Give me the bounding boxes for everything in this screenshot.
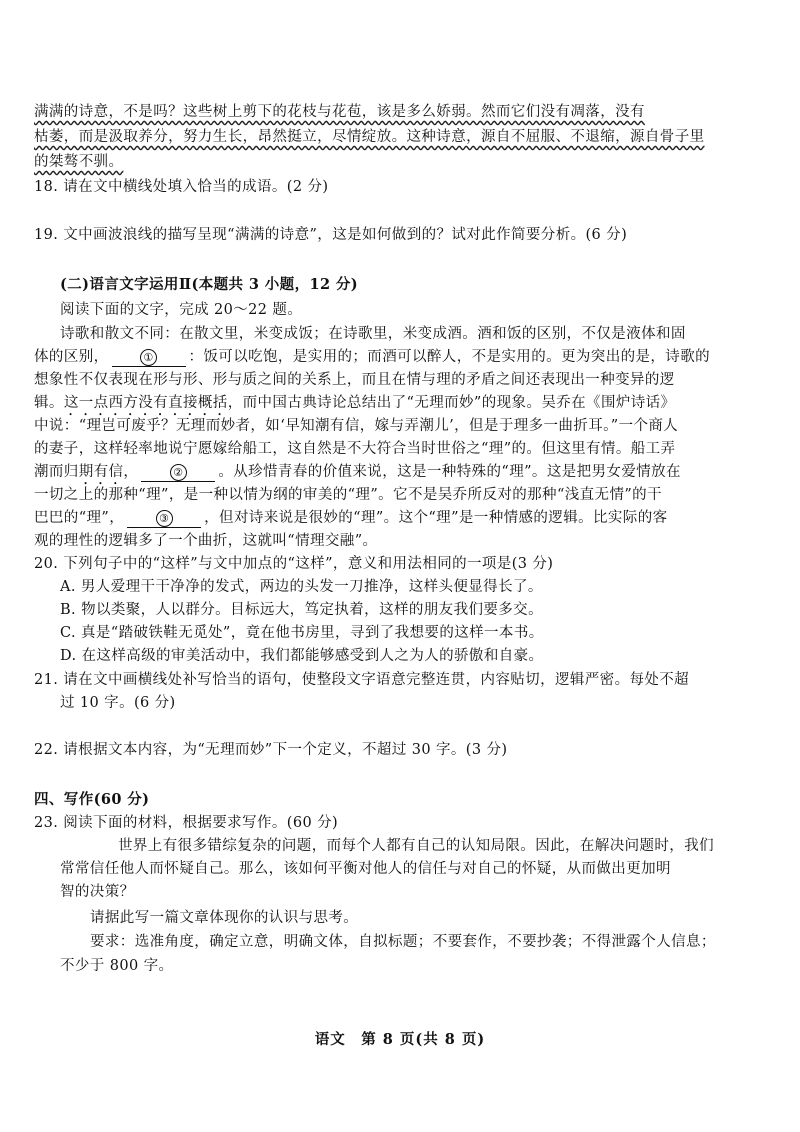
option-a: A. 男人爱理干干净净的发式，两边的头发一刀推净，这样头便显得长了。: [60, 579, 543, 595]
passage-text: ，而中国古典诗论总结出了“无理而妙”的现象。吴乔在《围炉诗话》: [227, 395, 676, 411]
passage-text: ，但对诗来说是很妙的“理”。这个“理”是一种情感的逻辑。比实际的客: [204, 510, 668, 526]
blank-1: [112, 348, 186, 367]
question-20: 20. 下列句子中的“这样”与文中加点的“这样”，意义和用法相同的一项是(3 分): [34, 556, 554, 572]
question-21: 21. 请在文中画横线处补写恰当的语句，使整段文字语意完整连贯，内容贴切，逻辑严密。每处不超: [34, 672, 690, 688]
passage-text: 潮而归: [34, 464, 79, 480]
material-line-1: 世界上有很多错综复杂的问题，而每个人都有自己的认知局限。因此，在解决问题时，我们: [118, 838, 714, 854]
option-c: C. 真是“踏破铁鞋无觅处”，竟在他书房里，寻到了我想要的这样一本书。: [60, 625, 544, 641]
question-23: 23. 阅读下面的材料，根据要求写作。(60 分): [34, 815, 339, 831]
option-d: D. 在这样高级的审美活动中，我们都能够感受到人之为人的骄傲和自豪。: [60, 648, 544, 664]
question-21-cont: 过 10 字。(6 分): [60, 695, 176, 711]
intro-line-2: [34, 126, 705, 148]
passage-line-8: 一切之上的那种“理”，是一种以情为纲的审美的“理”。它不是吴乔所反对的那种“浅直无情”的干: [34, 487, 662, 503]
section-4-title: 四、写作(60 分): [34, 791, 150, 808]
option-b: B. 物以类聚，人以群分。目标远大，笃定执着，这样的朋友我们要多交。: [60, 602, 543, 618]
requirements-line-1: 要求：选准角度，确定立意，明确文体，自拟标题；不要套作，不要抄袭；不得泄露个人信息；: [90, 934, 716, 950]
wavy-text: 枯萎，而是汲取养分，努力生长，昂然挺立，尽情绽放。这种诗意，源自不屈服、不退缩，源自骨子里: [34, 129, 705, 145]
wavy-text: 的桀骜不驯。: [34, 154, 124, 170]
section-2-title: (二)语言文字运用Ⅱ(本题共 3 小题，12 分): [60, 276, 359, 293]
passage-line-9: [34, 507, 668, 529]
blank-number: ③: [156, 510, 173, 527]
wavy-text: 满满的诗意，不是吗？这些树上剪下的花枝与花苞，该是多么娇弱。然而它们没有凋落，没有: [34, 104, 645, 120]
passage-text: 巴巴的“理”，: [34, 510, 125, 526]
passage-line-2: [34, 346, 710, 368]
emphasized-text: 这一点西方没有直接概括: [63, 395, 228, 411]
page-footer: 语文 第 8 页(共 8 页): [314, 1031, 486, 1048]
intro-line-1: [34, 101, 645, 123]
material-line-2: 常常信任他人而怀疑自己。那么，该如何平衡对他人的信任与对自己的怀疑，从而做出更加明: [60, 861, 671, 877]
intro-line-3: [34, 151, 123, 173]
passage-text: ：饭可以吃饱，是实用的；而酒可以醉人，不是实用的。更为突出的是，诗歌的: [188, 349, 710, 365]
blank-number: ①: [140, 349, 157, 366]
blank-2: [141, 463, 215, 482]
passage-text: 辑。: [34, 395, 64, 411]
material-line-3: 智的决策？: [60, 884, 135, 900]
passage-line-1: 诗歌和散文不同：在散文里，米变成饭；在诗歌里，米变成酒。酒和饭的区别，不仅是液体和固: [60, 326, 686, 342]
question-22: 22. 请根据文本内容，为“无理而妙”下一个定义，不超过 30 字。(3 分): [34, 742, 508, 758]
passage-line-3: 想象性不仅表现在形与形、形与质之间的关系上，而且在情与理的矛盾之间还表现出一种变异的逻: [34, 372, 675, 388]
emphasized-text: 期有信: [78, 464, 124, 480]
passage-text: 体的区别，: [34, 349, 109, 365]
blank-number: ②: [170, 464, 187, 481]
writing-prompt: 请据此写一篇文章体现你的认识与思考。: [90, 910, 359, 926]
passage-line-10: 观的理性的逻辑多了一个曲折，这就叫“情理交融”。: [34, 533, 378, 549]
passage-text: 。从珍惜青春的价值来说，这是一种特殊的“理”。这是把男女爱情放在: [218, 464, 681, 480]
question-18: 18. 请在文中横线处填入恰当的成语。(2 分): [34, 179, 329, 195]
requirements-line-2: 不少于 800 字。: [60, 958, 174, 974]
passage-line-6: 的妻子，这样轻率地说宁愿嫁给船工，这自然是不大符合当时世俗之“理”的。但这里有情。船工弄: [34, 441, 676, 457]
passage-line-5: 中说：“理岂可废乎？无理而妙者，如‘早知潮有信，嫁与弄潮儿’，但是于理多一曲折耳。”一个商人: [34, 418, 679, 434]
question-19: 19. 文中画波浪线的描写呈现“满满的诗意”，这是如何做到的？试对此作简要分析。(6 分): [34, 227, 628, 243]
passage-text: ，: [123, 464, 139, 480]
blank-3: [127, 509, 201, 528]
section-2-instruction: 阅读下面的文字，完成 20～22 题。: [60, 302, 303, 318]
